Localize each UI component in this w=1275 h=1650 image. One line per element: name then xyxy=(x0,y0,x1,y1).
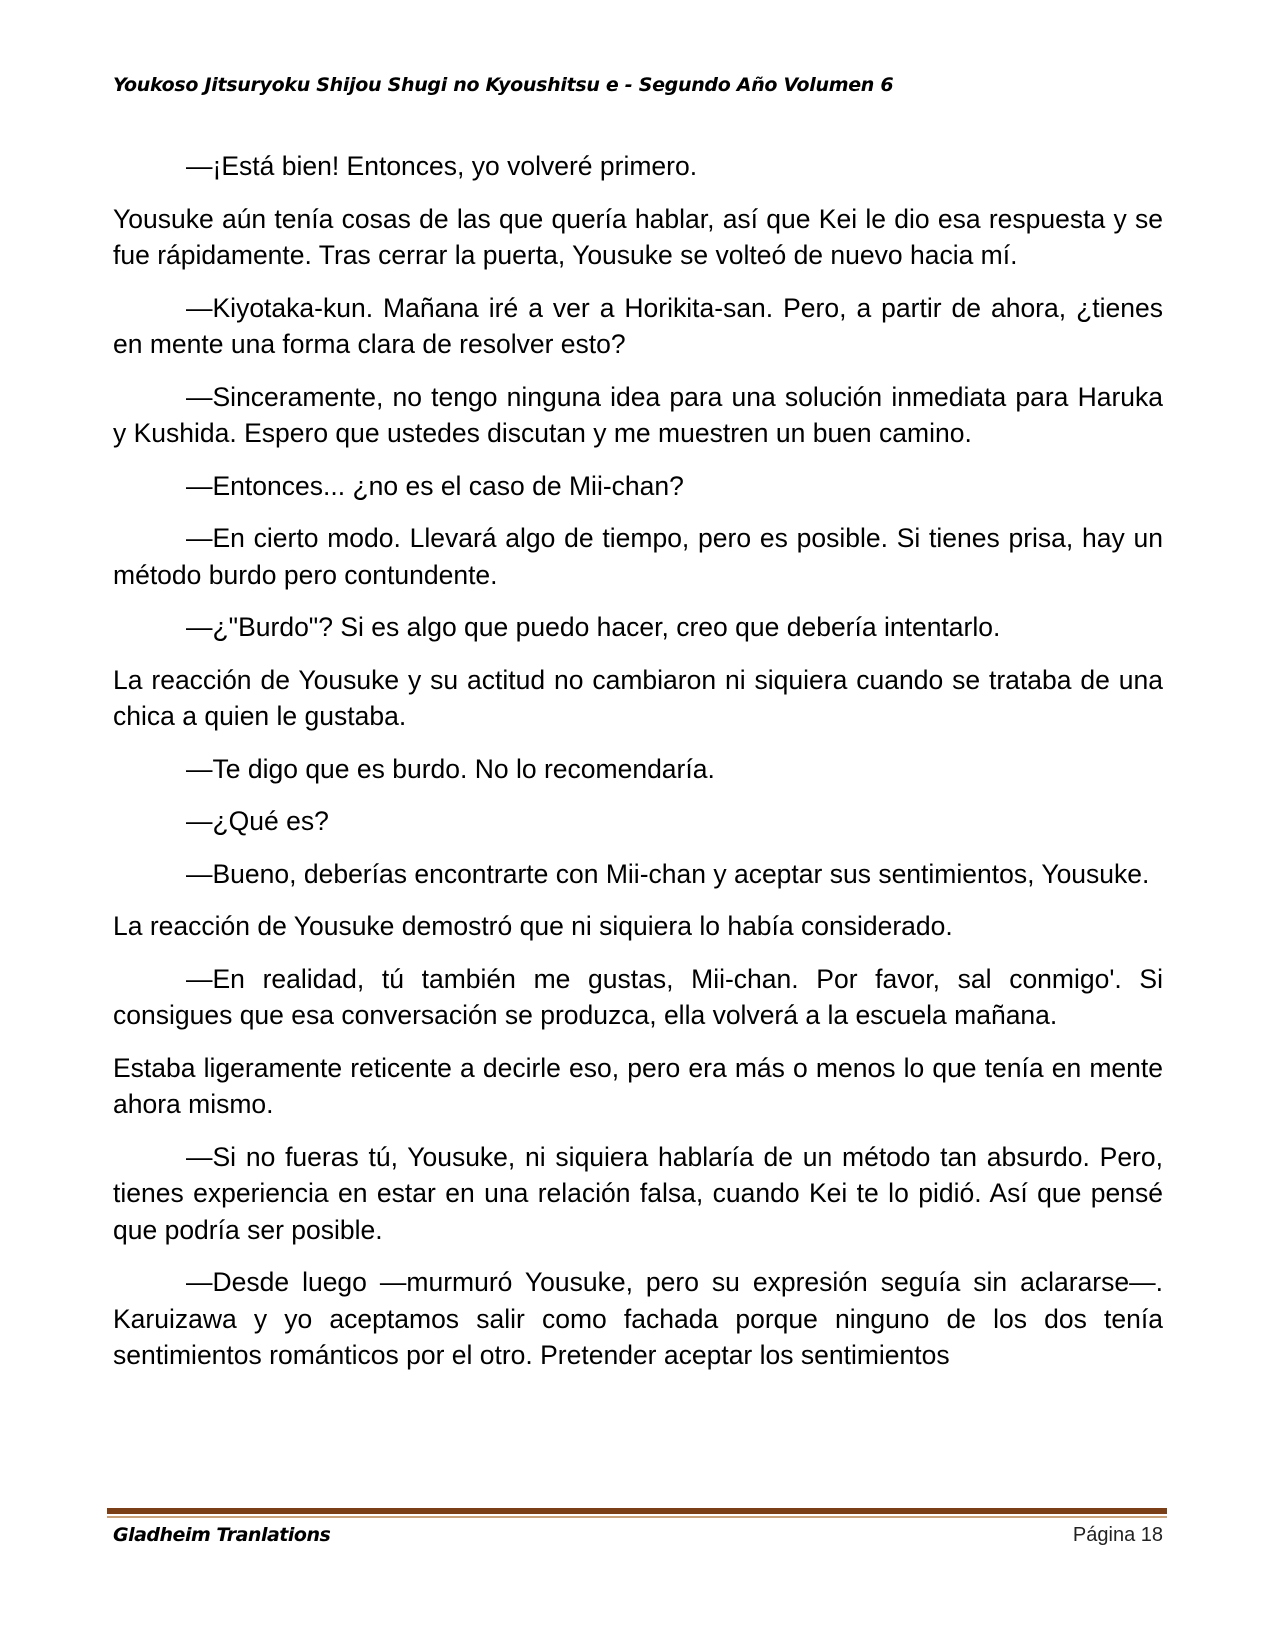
dialogue-paragraph: —Sinceramente, no tengo ninguna idea para una solución inmediata para Haruka y Kushida. Espero que ustedes discutan y me muestren un buen camino. xyxy=(113,381,1163,448)
narration-paragraph: Yousuke aún tenía cosas de las que quería hablar, así que Kei le dio esa respuesta y se fue rápidamente. Tras cerrar la puerta, Yousuke se volteó de nuevo hacia mí. xyxy=(113,203,1163,270)
page-number: Página 18 xyxy=(1072,1524,1163,1546)
dialogue-paragraph: —Bueno, deberías encontrarte con Mii-chan y aceptar sus sentimientos, Yousuke. xyxy=(186,858,1150,889)
narration-paragraph: La reacción de Yousuke demostró que ni siquiera lo había considerado. xyxy=(113,911,953,941)
dialogue-paragraph: —Entonces... ¿no es el caso de Mii-chan? xyxy=(186,470,684,501)
footer-rule xyxy=(107,1508,1167,1518)
dialogue-paragraph: —Desde luego —murmuró Yousuke, pero su expresión seguía sin aclararse—. Karuizawa y yo aceptamos salir como fachada porque ninguno de los dos tenía sentimientos románticos por el otro. Pretender aceptar los sentimientos xyxy=(113,1267,1163,1370)
narration-paragraph: La reacción de Yousuke y su actitud no cambiaron ni siquiera cuando se trataba de una chica a quien le gustaba. xyxy=(113,664,1163,731)
narration-paragraph: Estaba ligeramente reticente a decirle eso, pero era más o menos lo que tenía en mente ahora mismo. xyxy=(113,1052,1163,1119)
dialogue-paragraph: —¡Está bien! Entonces, yo volveré primero. xyxy=(186,151,698,181)
dialogue-paragraph: —¿"Burdo"? Si es algo que puedo hacer, creo que debería intentarlo. xyxy=(186,612,1001,642)
footer-publisher: Gladheim Tranlations xyxy=(113,1524,331,1546)
running-header: Youkoso Jitsuryoku Shijou Shugi no Kyoushitsu e - Segundo Año Volumen 6 xyxy=(113,74,894,96)
dialogue-paragraph: —En realidad, tú también me gustas, Mii-chan. Por favor, sal conmigo'. Si consigues que esa conversación se produzca, ella volverá a la escuela mañana. xyxy=(113,963,1163,1030)
dialogue-paragraph: —Kiyotaka-kun. Mañana iré a ver a Horikita-san. Pero, a partir de ahora, ¿tienes en mente una forma clara de resolver esto? xyxy=(113,292,1163,359)
dialogue-paragraph: —¿Qué es? xyxy=(186,806,329,836)
body-text xyxy=(113,148,1163,1390)
dialogue-paragraph: —Te digo que es burdo. No lo recomendaría. xyxy=(186,753,715,784)
dialogue-paragraph: —Si no fueras tú, Yousuke, ni siquiera hablaría de un método tan absurdo. Pero, tienes experiencia en estar en una relación falsa, cuando Kei te lo pidió. Así que pensé que podría ser posible. xyxy=(113,1141,1163,1245)
dialogue-paragraph: —En cierto modo. Llevará algo de tiempo, pero es posible. Si tienes prisa, hay un método burdo pero contundente. xyxy=(113,523,1163,590)
